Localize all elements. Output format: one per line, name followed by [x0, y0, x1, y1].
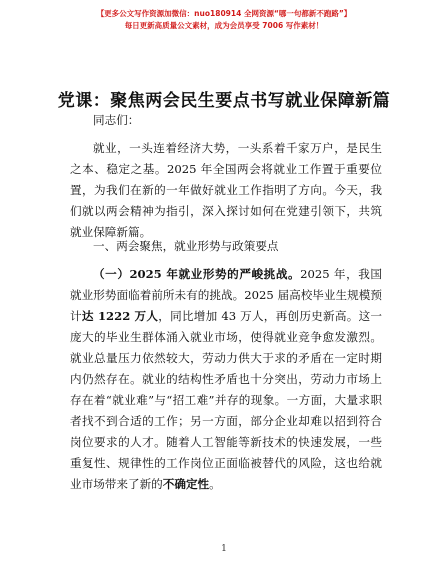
- paragraph-part-2: ，同比增加 43 万人，再创历史新高。这一庞大的毕业生群体涌入就业市场，使得就业竞争愈发激烈。就业总量压力依然较大，劳动力供大于求的矛盾在一定时期内仍然存在。就业的结构性矛盾也十分突出，劳动力市场上存在着“就业难”与“招工难”并存的现象。一方面，大量求职者找不到合适的工作；另一方面，部分企业却难以招到符合岗位要求的人才。随着人工智能等新技术的快速发展，一些重复性、规律性的工作岗位正面临被替代的风险，这也给就业市场带来了新的: [70, 309, 383, 491]
- paragraph-intro: [70, 138, 382, 243]
- promo-banner-line-2: 每日更新高质量公文素材，成为会员享受 7006 写作素材！: [124, 21, 324, 30]
- section-heading-text: 一、两会聚焦，就业形势与政策要点: [93, 239, 279, 253]
- paragraph-part-1: 2025 年，我国就业形势面临着前所未有的挑战。2025 届高校毕业生规模预计: [70, 267, 382, 323]
- greeting: [70, 110, 382, 131]
- subheading-bold: （一）2025 年就业形势的严峻挑战。: [93, 267, 301, 281]
- paragraph-end: 。: [209, 477, 221, 491]
- section-heading: [70, 236, 382, 257]
- paragraph-employment-situation: [70, 264, 382, 495]
- document-title: 党课：聚焦两会民生要点书写就业保障新篇: [57, 91, 391, 111]
- page-number: 1: [221, 544, 227, 554]
- promo-banner-line-1: 【更多公文写作资源加微信：nuo180914 全网资源“哪一句都新不跑路”】: [96, 9, 352, 18]
- paragraph-employment-situation-text: [70, 264, 382, 495]
- graduate-count-bold: 达 1222 万人: [81, 309, 159, 323]
- greeting-text: 同志们：: [93, 113, 140, 127]
- paragraph-intro-text: 就业，一头连着经济大势，一头系着千家万户，是民生之本、稳定之基。2025 年全国两会将就业工作置于重要位置，为我们在新的一年做好就业工作指明了方向。今天，我们就以两会精神为指引，深入探讨如何在党建引领下，共筑就业保障新篇。: [70, 141, 382, 239]
- promo-banner: [0, 8, 448, 32]
- uncertainty-bold: 不确定性: [162, 477, 210, 491]
